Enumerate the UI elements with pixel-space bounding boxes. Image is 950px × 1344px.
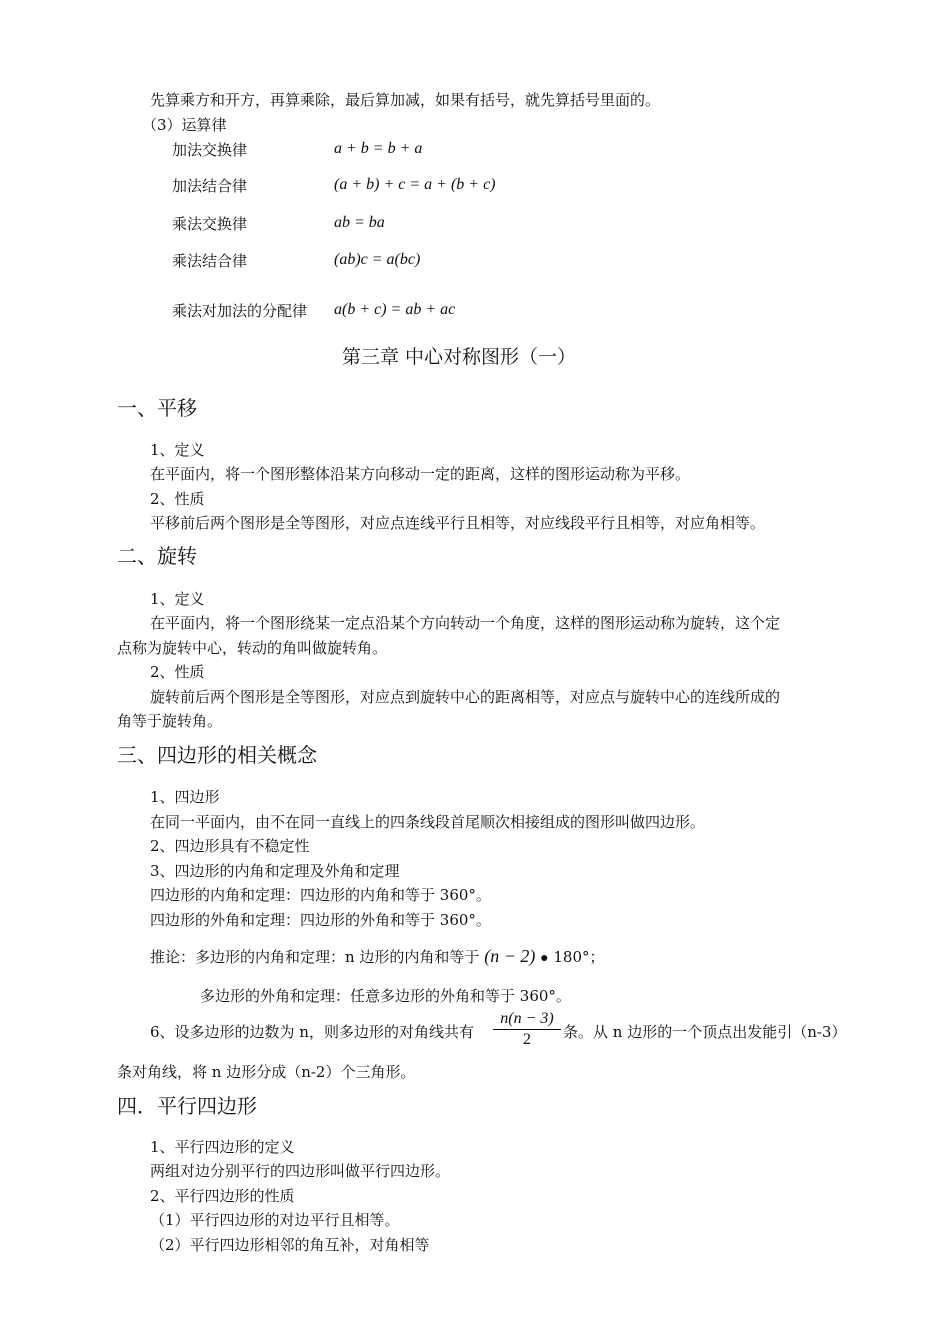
corollary-formula: (n − 2) [484,946,536,966]
chapter-title: 第三章 中心对称图形（一） [342,346,577,368]
paragraph: 在同一平面内，由不在同一直线上的四条线段首尾顺次相接组成的图形叫做四边形。 [150,813,706,831]
order-of-operations-text: 先算乘方和开方，再算乘除，最后算加减，如果有括号，就先算括号里面的。 [150,91,661,109]
paragraph: 多边形的外角和定理：任意多边形的外角和等于 360°。 [200,987,571,1005]
law-name: 乘法结合律 [172,252,248,270]
law-formula: ab = ba [334,214,385,231]
fraction-numerator: n(n − 3) [500,1010,554,1027]
list-item: （1）平行四边形的对边平行且相等。 [150,1211,400,1229]
law-name: 加法交换律 [172,141,248,159]
subsection-label: 1、定义 [150,590,205,608]
law-name: 加法结合律 [172,177,248,195]
diagonal-prefix: 6、设多边形的边数为 n，则多边形的对角线共有 [150,1023,474,1041]
law-formula: (a + b) + c = a + (b + c) [334,176,496,193]
subsection-label: 2、平行四边形的性质 [150,1187,295,1205]
section-title: 一、平移 [117,396,197,420]
fraction-denominator: 2 [523,1031,531,1048]
paragraph: 四边形的外角和定理：四边形的外角和等于 360°。 [150,911,491,929]
laws-heading: （3）运算律 [142,116,227,134]
paragraph: 旋转前后两个图形是全等图形，对应点到旋转中心的距离相等，对应点与旋转中心的连线所成的 [150,688,781,706]
law-name: 乘法交换律 [172,215,248,233]
list-item: 3、四边形的内角和定理及外角和定理 [150,862,400,880]
diagonal-suffix: 条。从 n 边形的一个顶点出发能引（n-3） [563,1023,847,1041]
list-item: 2、四边形具有不稳定性 [150,837,310,855]
paragraph: 条对角线，将 n 边形分成（n-2）个三角形。 [117,1063,416,1081]
corollary-line [150,946,605,969]
paragraph: 点称为旋转中心，转动的角叫做旋转角。 [117,639,388,657]
section-title: 三、四边形的相关概念 [117,743,317,767]
subsection-label: 2、性质 [150,663,205,681]
subsection-label: 1、平行四边形的定义 [150,1138,295,1156]
subsection-label: 1、四边形 [150,788,220,806]
subsection-label: 2、性质 [150,490,205,508]
fraction-bar [493,1029,561,1030]
corollary-prefix: 推论：多边形的内角和定理：n 边形的内角和等于 [150,948,480,966]
paragraph: 在平面内，将一个图形绕某一定点沿某个方向转动一个角度，这样的图形运动称为旋转，这个定 [150,614,781,632]
list-item: （2）平行四边形相邻的角互补，对角相等 [150,1236,430,1254]
law-formula: a + b = b + a [334,140,423,157]
law-formula: (ab)c = a(bc) [334,251,421,268]
section-title: 二、旋转 [117,544,197,568]
subsection-label: 1、定义 [150,441,205,459]
bullet-dot-icon: ● [540,951,549,966]
paragraph: 角等于旋转角。 [117,712,223,730]
corollary-suffix: 180°； [553,948,605,966]
paragraph: 四边形的内角和定理：四边形的内角和等于 360°。 [150,886,491,904]
section-title: 四．平行四边形 [117,1094,257,1118]
law-name: 乘法对加法的分配律 [172,302,308,320]
diagonal-fraction [493,1010,561,1049]
paragraph: 在平面内，将一个图形整体沿某方向移动一定的距离，这样的图形运动称为平移。 [150,465,691,483]
paragraph: 两组对边分别平行的四边形叫做平行四边形。 [150,1162,451,1180]
law-formula: a(b + c) = ab + ac [334,301,456,318]
paragraph: 平移前后两个图形是全等图形，对应点连线平行且相等，对应线段平行且相等，对应角相等。 [150,514,766,532]
